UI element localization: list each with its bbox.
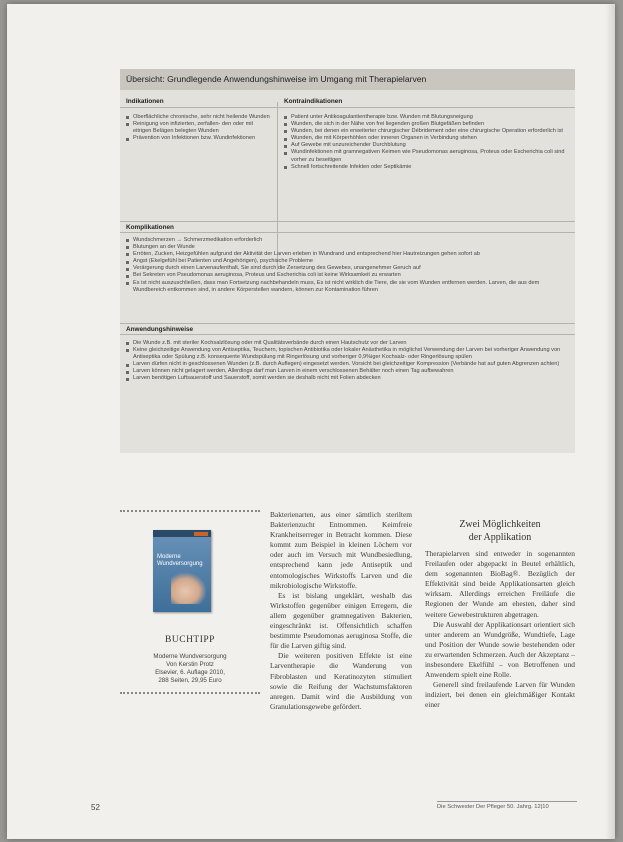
paragraph: Die weiteren positiven Effekte ist eine Larventherapie die Wanderung von Fibroblasten und Keratinozyten stimuliert sowie die Reifung der Wachstumsfaktoren anregen. Damit wird die Ausbildung von Granulationsgewebe gefördert. [270, 651, 412, 711]
kontraindikation-item: Patient unter Antikoagulantientherapie bzw. Wunden mit Blutungsneigung [284, 114, 569, 121]
komplikationen-heading: Komplikationen [120, 221, 575, 233]
paragraph: Therapielarven sind entweder in sogenannten Freilaufen oder abgepackt in Beutel erhältlich, dem sogenannten BioBag®. Bezüglich der Effektivität sind beide Applikationsarten gleich wirksam. Allerdings erreichen Freiläufe die Regionen der Wunde am ehesten, daher sind weitere Gewebestrukturen abgetragen. [425, 549, 575, 619]
paragraph: Bakterienarten, aus einer sämtlich steriltem Bakterienzucht Entnommen. Keimfreie Krankheitserreger in Betracht kommen. Diese kommt zum Beispiel in kleinen Löchern vor oder auch im Versuch mit Wundbesiedlung, entsprechend kann jede Antiseptik und entomologisches Wirkstoffs Larven und die mikrobiologische Wirkstoffe. [270, 510, 412, 590]
kontraindikationen-heading: Kontraindikationen [278, 96, 575, 108]
kontraindikationen-list [284, 114, 569, 171]
box-title: Übersicht: Grundlegende Anwendungshinweise im Umgang mit Therapielarven [120, 69, 575, 90]
anwendung-item: Die Wunde z.B. mit steriler Kochsalzlösung oder mit Qualitätsverbände durch einen Hautschutz vor der Larven [126, 340, 569, 347]
booktip-edition: Elsevier, 6. Auflage 2010, [155, 669, 225, 676]
paragraph: Die Auswahl der Applikationsart orientiert sich unter anderem an Wundgröße, Wundtiefe, Lage und Position der Wunde sowie bestehenden oder zu erwartenden Schmerzen. Auch der Akzeptanz – insbesondere Ekelfühl – von Betroffenen und Anwendern spielt eine Rolle. [425, 619, 575, 680]
kontraindikation-item: Schnell fortschreitende Infekten oder Septikämie [284, 164, 569, 171]
komplikation-item: Verärgerung durch einen Larvenaufenthalt, Sie sind durch die Zersetzung des Gewebes, unangenehmer Geruch auf [126, 265, 569, 272]
book-tip [120, 510, 260, 720]
kontraindikation-item: Wundinfektionen mit gramnegativen Keimen wie Pseudomonas aeruginosa, Proteus oder Escherichia coli sind vorher zu beseitigen [284, 149, 569, 163]
footer-rule [437, 801, 577, 802]
journal-footer: Die Schwester Der Pfleger 50. Jahrg. 12|10 [437, 804, 549, 810]
indikation-item: Prävention von Infektionen bzw. Wundinfektionen [126, 135, 271, 142]
anwendung-heading: Anwendungshinweise [120, 323, 575, 335]
paragraph: Es ist bislang ungeklärt, weshalb das Wirkstoffen gegenüber einigen Erregern, die allem gegenüber gramnegativen Bakterien, eingeschränkt ist. Offensichtlich schaffen bestimmte Pseudomonas aeruginosa Stoffe, die für die Larven giftig sind. [270, 590, 412, 651]
page-gutter-shadow [605, 4, 615, 839]
anwendung-item: Larven dürfen nicht in geschlossenen Wunden (z.B. durch Auflegen) eingesetzt werden. Vorsicht bei gleichzeitiger Kompression (Verbände hat auf guten Abgrenzen achten) [126, 361, 569, 368]
dotted-rule-bottom [120, 692, 260, 694]
indikation-item: Oberflächliche chronische, sehr nicht heilende Wunden [126, 114, 271, 121]
booktip-title: Moderne Wundversorgung [153, 653, 227, 660]
indikationen-list [126, 114, 271, 142]
kontraindikation-item: Wunden, bei denen ein erweiterter chirurgischer Débridement oder eine chirurgische Operation erforderlich ist [284, 128, 569, 135]
komplikation-item: Es ist nicht auszuschließen, dass man Fortsetzung nachbehandeln muss, Es ist nicht wirklich die Tiere, die sie vom Wunden entfernen werden. Larven, die aus dem Wundbereich entkommen sind, in andere Körperstellen wandern, können zur Kontamination führen [126, 280, 569, 294]
booktip-heading: BUCHTIPP [165, 635, 215, 645]
magazine-page [7, 4, 615, 839]
page-number: 52 [91, 803, 100, 812]
kontraindikation-item: Auf Gewebe mit unzureichender Durchblutung [284, 142, 569, 149]
body-column-2 [425, 549, 575, 711]
dotted-rule-top [120, 510, 260, 512]
anwendung-item: Keine gleichzeitige Anwendung von Antiseptika, Teuchern, topischen Antibiotika oder lokaler Anästhetika in möglichst Verwendung der Larven bei vorheriger Anwendung von Antiseptika oder Spülung z.B. konsequente Wundspülung mit Ringerlösung und vorheriger 0,9%iger Kochsalz- oder Ringerlösung spülen [126, 347, 569, 361]
indikationen-heading: Indikationen [120, 96, 277, 108]
section-heading-line-1: Zwei Möglichkeiten [459, 519, 541, 530]
cover-title-line-1: Moderne [157, 554, 181, 560]
komplikation-item: Angst (Ekelgefühl bei Patienten und Angehörigen), psychische Probleme [126, 258, 569, 265]
kontraindikation-item: Wunden, die sich in der Nähe von frei liegenden großen Blutgefäßen befinden [284, 121, 569, 128]
komplikation-item: Bei Sekreten von Pseudomonas aeruginosa, Proteus und Escherichia coli ist keine Wirksamkeit zu erwarten [126, 272, 569, 279]
book-cover [153, 530, 211, 612]
cover-title-line-2: Wundversorgung [157, 561, 203, 567]
booktip-pages-price: 288 Seiten, 29,95 Euro [158, 677, 222, 684]
publisher-tag [194, 532, 208, 536]
booktip-author: Von Kerstin Protz [166, 661, 214, 668]
komplikation-item: Wundschmerzen → Schmerzmedikation erforderlich [126, 237, 569, 244]
anwendung-item: Larven benötigen Luftsauerstoff und Sauerstoff, somit werden sie deshalb nicht mit Folien abdecken [126, 375, 569, 382]
kontraindikation-item: Wunden, die mit Körperhöhlen oder inneren Organen in Verbindung stehen [284, 135, 569, 142]
foot-image [171, 572, 207, 604]
section-heading-line-2: der Applikation [468, 532, 532, 543]
body-column-1 [270, 510, 412, 712]
paragraph: Generell sind freilaufende Larven für Wunden indiziert, bei denen ein gleichmäßiger Kontakt einer [425, 680, 575, 710]
anwendung-list [126, 340, 569, 383]
anwendung-item: Larven können nicht gelagert werden, Allerdings darf man Larven in einem verschlossenen Behälter noch einen Tag aufbewahren [126, 368, 569, 375]
komplikationen-list [126, 237, 569, 294]
komplikation-item: Blutungen an der Wunde [126, 244, 569, 251]
indikation-item: Reinigung von infizierten, zerfallen- den oder mit eitrigen Belägen belegten Wunden [126, 121, 271, 135]
overview-box [120, 69, 575, 453]
komplikation-item: Erröten, Zucken, Heizgefühlen aufgrund der Aktivität der Larven erleben in Wundrand und entsprechend hier Hautreizungen gehen sofort ab [126, 251, 569, 258]
